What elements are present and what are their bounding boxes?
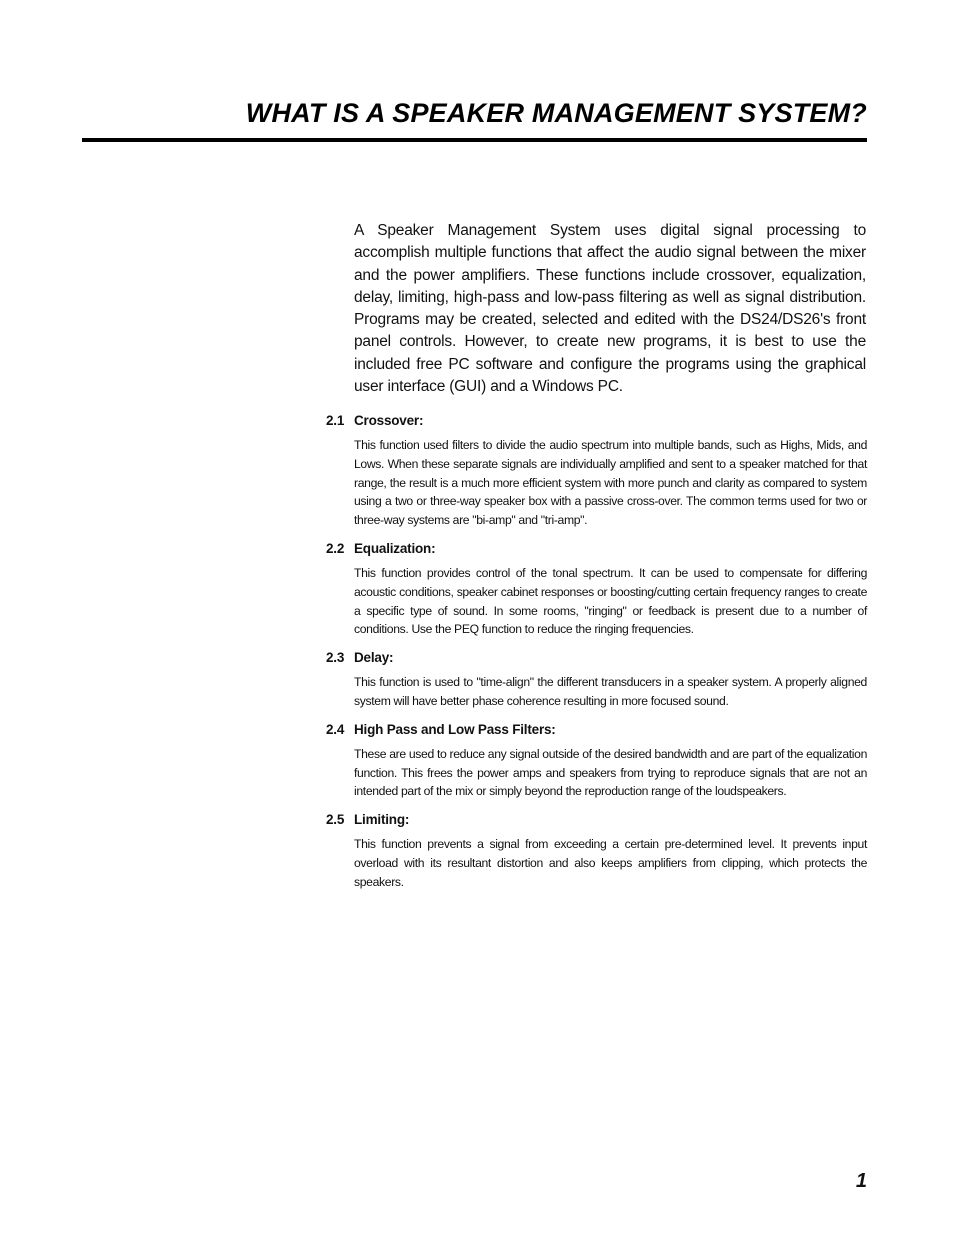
- section-title: Crossover:: [354, 413, 424, 428]
- section-title: High Pass and Low Pass Filters:: [354, 721, 556, 737]
- section-title: Equalization:: [354, 540, 436, 556]
- section-crossover: [326, 412, 867, 530]
- section-number: 2.2: [326, 540, 345, 556]
- section-number: 2.5: [326, 812, 345, 828]
- title-rule: [82, 138, 867, 142]
- section-heading: [326, 412, 867, 430]
- section-equalization: [326, 540, 867, 639]
- section-filters: [326, 721, 867, 801]
- section-body: This function provides control of the tonal spectrum. It can be used to compensate for differing acoustic conditions, speaker cabinet responses or boosting/cutting certain frequency ranges to create a specific type of sound. In some rooms, "ringing" or feedback is present due to a number of conditions. Use the PEQ function to reduce the ringing frequencies.: [354, 565, 867, 637]
- sections-list: [326, 412, 867, 902]
- section-number: 2.4: [326, 721, 345, 737]
- section-body: This function used filters to divide the audio spectrum into multiple bands, such as Highs, Mids, and Lows. When these separate signals are individually amplified and sent to a speaker matched for that range, the result is a much more efficient system with more punch and clarity as compared to system using a two or three-way speaker box with a passive cross-over. The common terms used for two or three-way systems are "bi-amp" and "tri-amp".: [354, 438, 867, 528]
- section-title: Delay:: [354, 650, 394, 666]
- section-title: Limiting:: [354, 812, 410, 828]
- section-body: These are used to reduce any signal outside of the desired bandwidth and are part of the equalization function. This frees the power amps and speakers from trying to reproduce signals that are not an intended part of the mix or simply beyond the reproduction range of the loudspeakers.: [354, 746, 867, 799]
- section-body: This function is used to "time-align" the different transducers in a speaker system. A properly aligned system will have better phase coherence resulting in more focused sound.: [354, 675, 867, 708]
- section-heading: [326, 721, 867, 739]
- section-limiting: [326, 811, 867, 891]
- section-delay: [326, 649, 867, 711]
- section-heading: [326, 811, 867, 829]
- section-number: 2.1: [326, 413, 345, 428]
- section-body: This function prevents a signal from exceeding a certain pre-determined level. It prevents input overload with its resultant distortion and also keeps amplifiers from clipping, which protects the speakers.: [354, 837, 867, 889]
- section-heading: [326, 649, 867, 667]
- section-number: 2.3: [326, 650, 345, 666]
- page-number: 1: [855, 1170, 867, 1192]
- section-heading: [326, 540, 867, 558]
- intro-paragraph: A Speaker Management System uses digital signal processing to accomplish multiple functions that affect the audio signal between the mixer and the power amplifiers. These functions include crossover, equalization, delay, limiting, high-pass and low-pass filtering as well as signal distribution. Programs may be created, selected and edited with the DS24/DS26's front panel controls. However, to create new programs, it is best to use the included free PC software and configure the programs using the graphical user interface (GUI) and a Windows PC.: [354, 222, 866, 396]
- page-title: WHAT IS A SPEAKER MANAGEMENT SYSTEM?: [245, 98, 867, 128]
